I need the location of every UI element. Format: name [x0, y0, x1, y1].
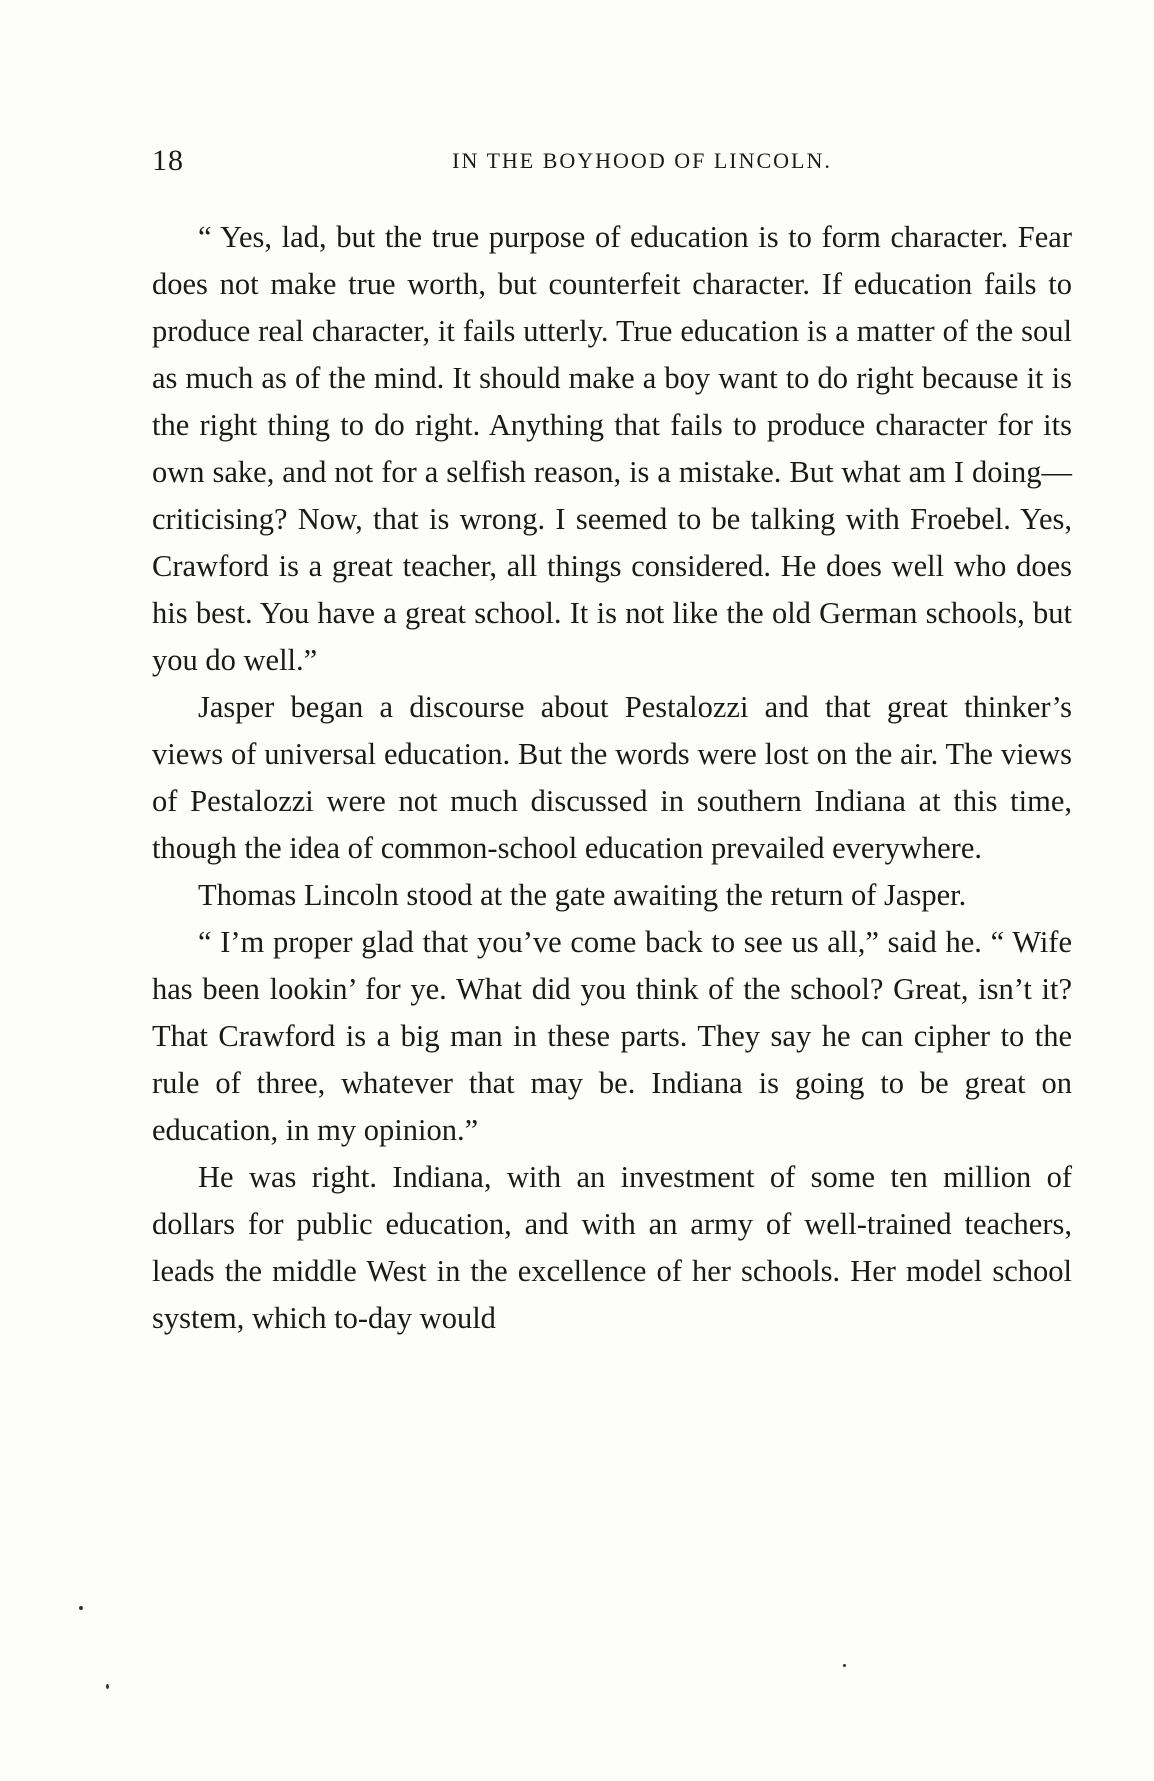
- ink-speck: [106, 1684, 109, 1689]
- paragraph: Jasper began a discourse about Pestalozzi and that great thinker’s views of universal education. But the words were lost on the air. The views of Pestalozzi were not much discussed in southern Indiana at this time, though the idea of common-school education prevailed everywhere.: [152, 690, 1072, 865]
- paragraph: He was right. Indiana, with an investment of some ten million of dollars for public education, and with an army of well-trained teachers, leads the middle West in the excellence of her schools. Her model school system, which to-day would: [152, 1160, 1072, 1335]
- page-header: [152, 144, 1072, 184]
- page-number: 18: [152, 144, 184, 177]
- ink-speck: [843, 1664, 846, 1667]
- running-head: IN THE BOYHOOD OF LINCOLN.: [452, 148, 832, 173]
- paragraph: Thomas Lincoln stood at the gate awaiting the return of Jasper.: [198, 878, 967, 912]
- paragraph: “ I’m proper glad that you’ve come back to see us all,” said he. “ Wife has been lookin’ for ye. What did you think of the school? Great, isn’t it? That Crawford is a big man in these parts. They say he can cipher to the rule of three, whatever that may be. Indiana is going to be great on education, in my opinion.”: [152, 925, 1072, 1147]
- paragraph: “ Yes, lad, but the true purpose of education is to form character. Fear does not make true worth, but counterfeit character. If education fails to produce real character, it fails utterly. True education is a matter of the soul as much as of the mind. It should make a boy want to do right because it is the right thing to do right. Anything that fails to produce character for its own sake, and not for a selfish reason, is a mistake. But what am I doing—criticising? Now, that is wrong. I seemed to be talking with Froebel. Yes, Crawford is a great teacher, all things considered. He does well who does his best. You have a great school. It is not like the old German schools, but you do well.”: [152, 220, 1072, 677]
- body-text: [152, 214, 1072, 1342]
- ink-speck: [79, 1606, 83, 1610]
